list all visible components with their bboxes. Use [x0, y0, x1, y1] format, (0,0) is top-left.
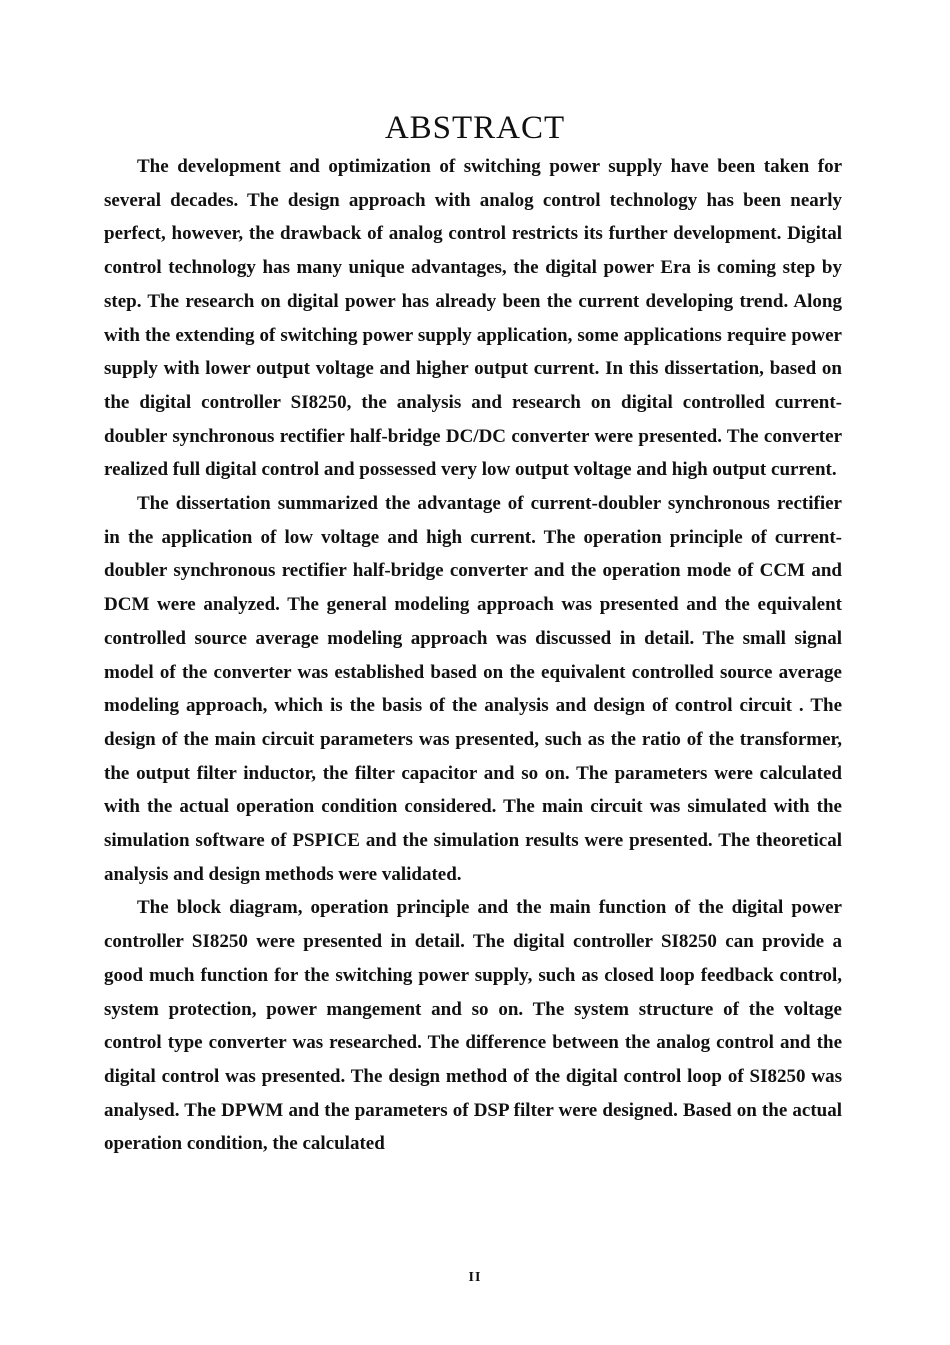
abstract-paragraph-2: The dissertation summarized the advantage of current-doubler synchronous rectifier in the application of low voltage and high current. The operation principle of current-doubler synchronous rectifier half-bridge converter and the operation mode of CCM and DCM were analyzed. The general modeling approach was presented and the equivalent controlled source average modeling approach was discussed in detail. The small signal model of the converter was established based on the equivalent controlled source average modeling approach, which is the basis of the analysis and design of control circuit . The design of the main circuit parameters was presented, such as the ratio of the transformer, the output filter inductor, the filter capacitor and so on. The parameters were calculated with the actual operation condition considered. The main circuit was simulated with the simulation software of PSPICE and the simulation results were presented. The theoretical analysis and design methods were validated. [104, 493, 842, 885]
abstract-title: ABSTRACT [384, 110, 566, 146]
page-number: II [468, 1270, 482, 1285]
abstract-paragraph-1: The development and optimization of switching power supply have been taken for several decades. The design approach with analog control technology has been nearly perfect, however, the drawback of analog control restricts its further development. Digital control technology has many unique advantages, the digital power Era is coming step by step. The research on digital power has already been the current developing trend. Along with the extending of switching power supply application, some applications require power supply with lower output voltage and higher output current. In this dissertation, based on the digital controller SI8250, the analysis and research on digital controlled current-doubler synchronous rectifier half-bridge DC/DC converter were presented. The converter realized full digital control and possessed very low output voltage and high output current. [104, 156, 842, 481]
abstract-body [104, 150, 842, 1161]
abstract-paragraph-3: The block diagram, operation principle and the main function of the digital power controller SI8250 were presented in detail. The digital controller SI8250 can provide a good much function for the switching power supply, such as closed loop feedback control, system protection, power mangement and so on. The system structure of the voltage control type converter was researched. The difference between the analog control and the digital control was presented. The design method of the digital control loop of SI8250 was analysed. The DPWM and the parameters of DSP filter were designed. Based on the actual operation condition, the calculated [104, 897, 842, 1155]
